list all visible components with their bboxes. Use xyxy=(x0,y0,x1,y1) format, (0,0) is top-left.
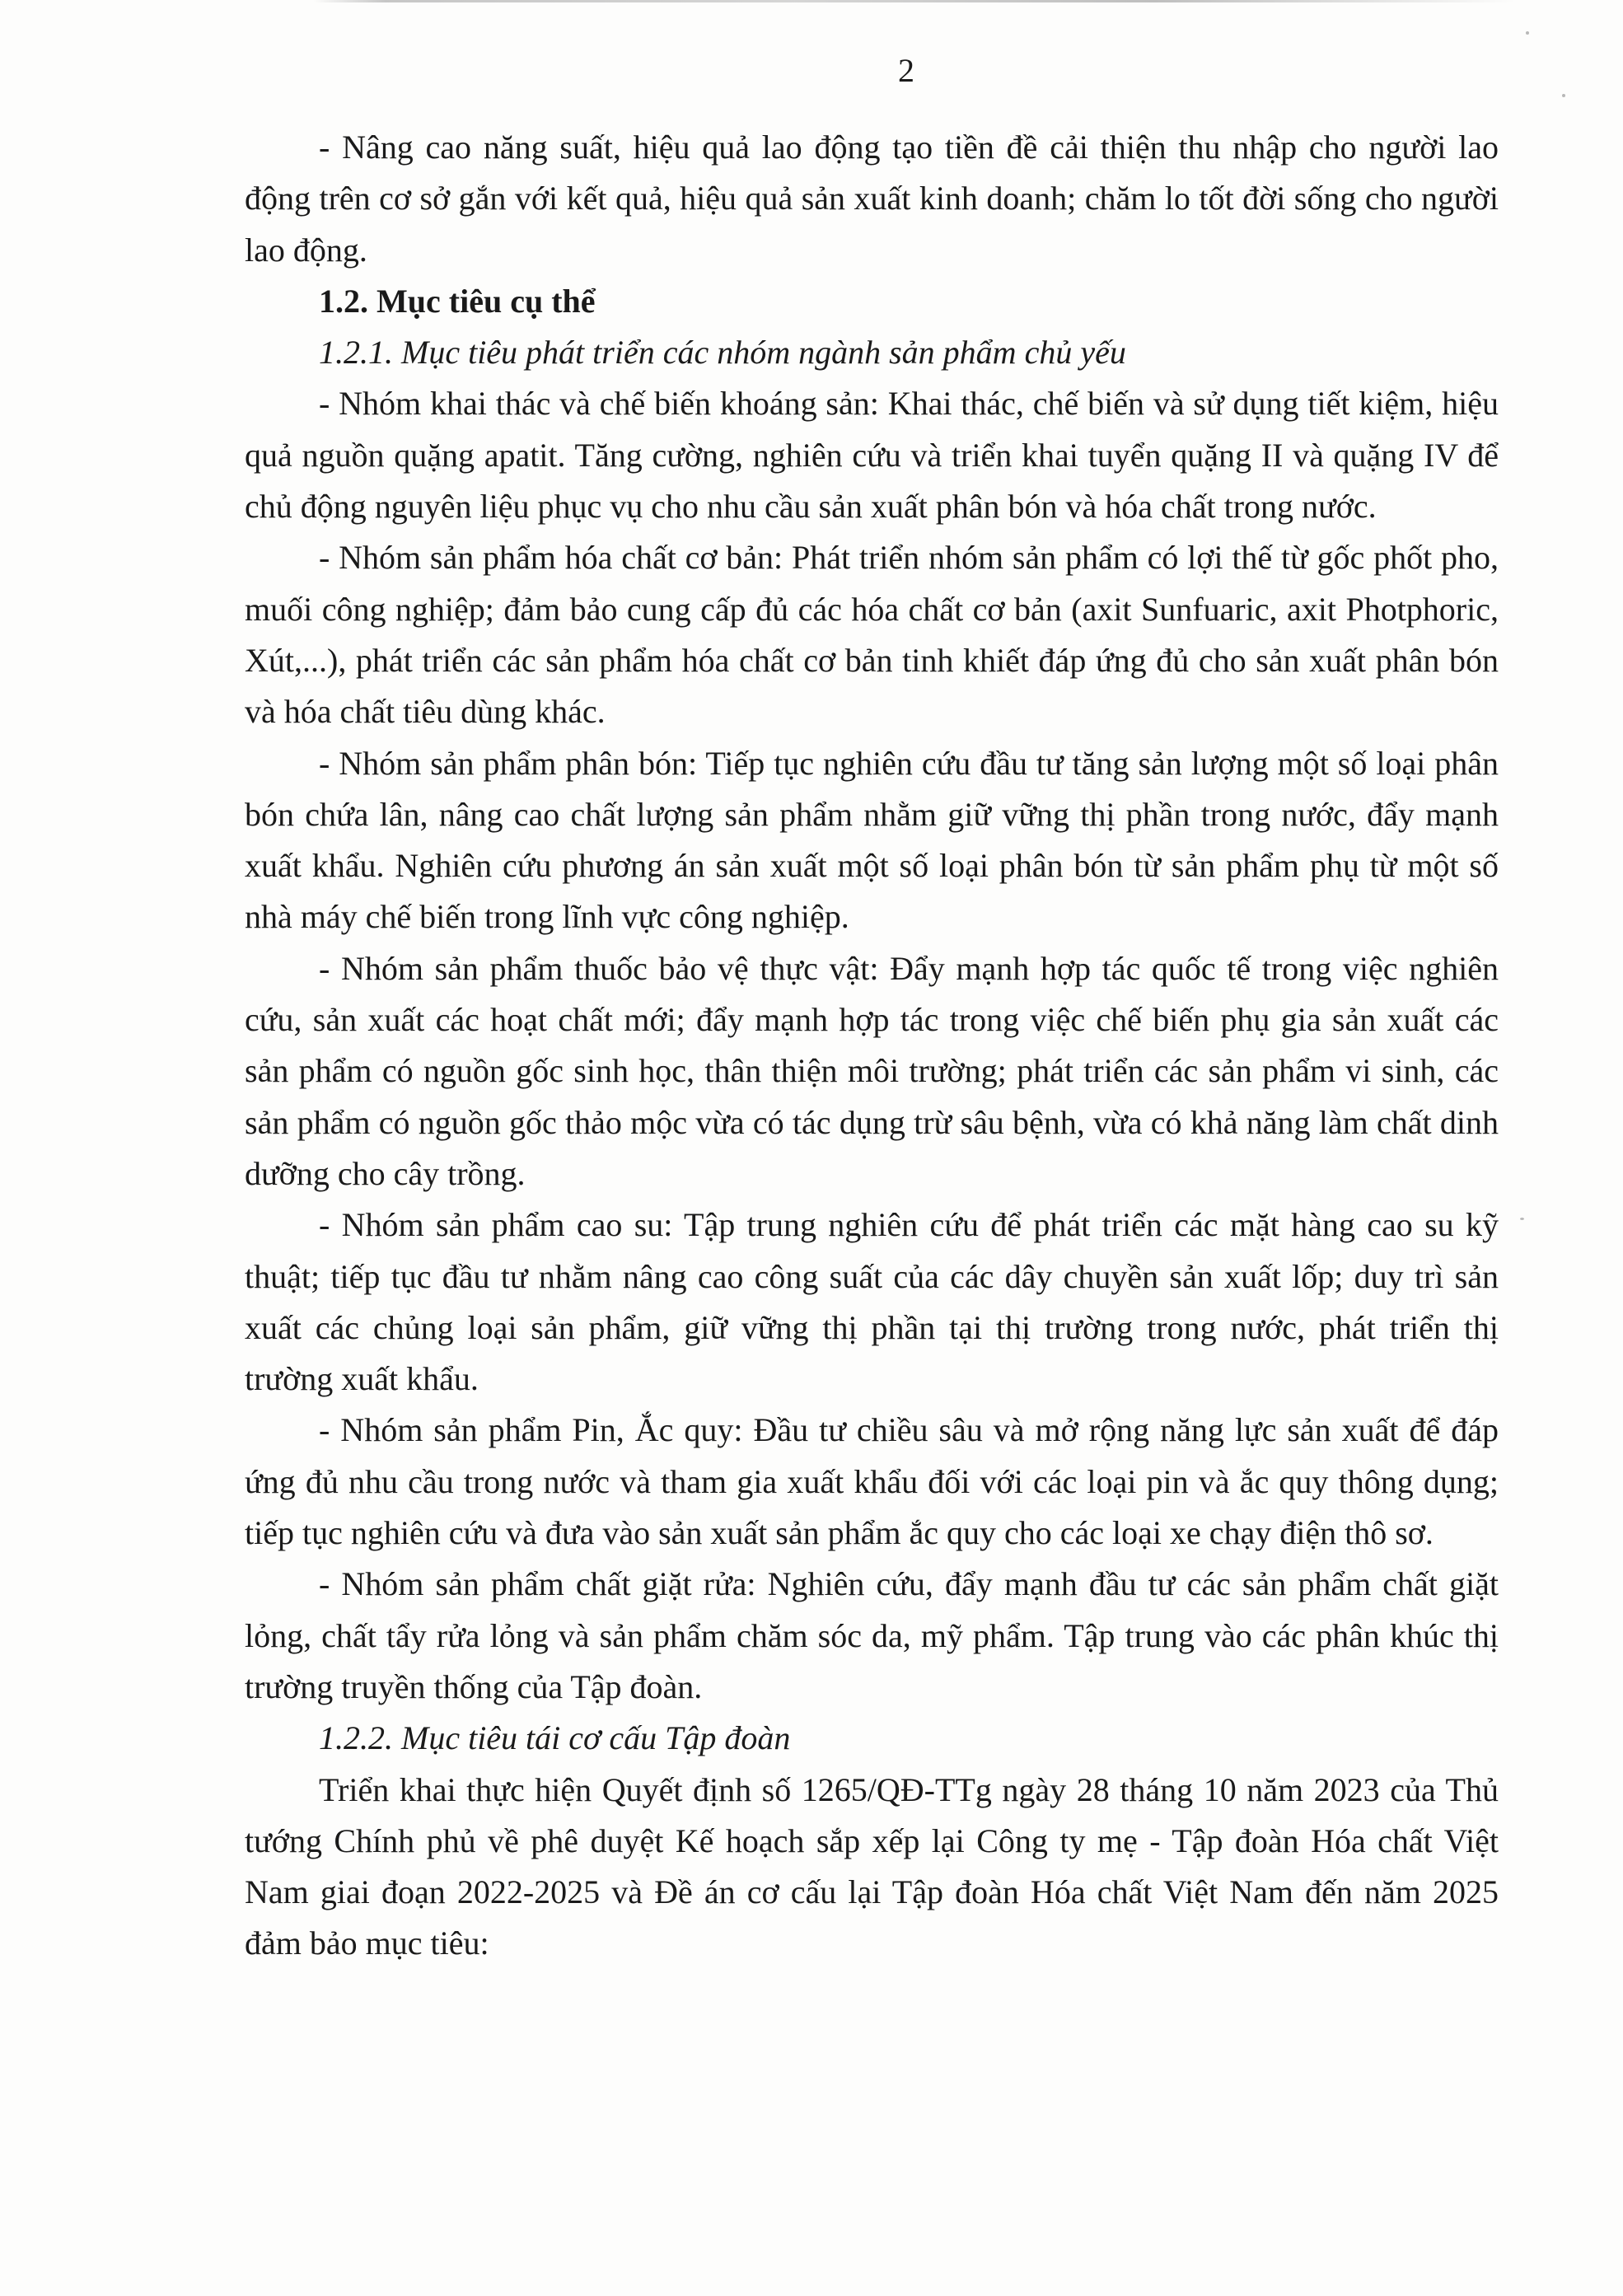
scan-speck xyxy=(1520,1218,1524,1220)
document-body xyxy=(245,122,1499,1970)
section-heading-specific-goals: 1.2. Mục tiêu cụ thể xyxy=(319,282,596,320)
paragraph-batteries: - Nhóm sản phẩm Pin, Ắc quy: Đầu tư chiều sâu và mở rộng năng lực sản xuất để đáp ứng đủ nhu cầu trong nước và tham gia xuất khẩu đối với các loại pin và ắc quy thông dụng; tiếp tục nghiên cứu và đưa vào sản xuất sản phẩm ắc quy cho các loại xe chạy điện thô sơ. xyxy=(245,1411,1499,1552)
paragraph-mining: - Nhóm khai thác và chế biến khoáng sản: Khai thác, chế biến và sử dụng tiết kiệm, hiệu quả nguồn quặng apatit. Tăng cường, nghiên cứu và triển khai tuyển quặng II và quặng IV để chủ động nguyên liệu phục vụ cho nhu cầu sản xuất phân bón và hóa chất trong nước. xyxy=(245,385,1499,526)
paragraph-pesticides: - Nhóm sản phẩm thuốc bảo vệ thực vật: Đẩy mạnh hợp tác quốc tế trong việc nghiên cứu, sản xuất các hoạt chất mới; đẩy mạnh hợp tác trong việc chế biến phụ gia sản xuất các sản phẩm có nguồn gốc sinh học, thân thiện môi trường; phát triển các sản phẩm vi sinh, các sản phẩm có nguồn gốc thảo mộc vừa có tác dụng trừ sâu bệnh, vừa có khả năng làm chất dinh dưỡng cho cây trồng. xyxy=(245,949,1499,1192)
subsection-heading-product-groups: 1.2.1. Mục tiêu phát triển các nhóm ngành sản phẩm chủ yếu xyxy=(319,334,1126,372)
paragraph-restructuring-decision: Triển khai thực hiện Quyết định số 1265/QĐ-TTg ngày 28 tháng 10 năm 2023 của Thủ tướng Chính phủ về phê duyệt Kế hoạch sắp xếp lại Công ty mẹ - Tập đoàn Hóa chất Việt Nam giai đoạn 2022-2025 và Đề án cơ cấu lại Tập đoàn Hóa chất Việt Nam đến năm 2025 đảm bảo mục tiêu: xyxy=(245,1770,1499,1962)
scan-top-edge xyxy=(313,0,1516,2)
paragraph-detergents: - Nhóm sản phẩm chất giặt rửa: Nghiên cứu, đẩy mạnh đầu tư các sản phẩm chất giặt lỏng, chất tẩy rửa lỏng và sản phẩm chăm sóc da, mỹ phẩm. Tập trung vào các phân khúc thị trường truyền thống của Tập đoàn. xyxy=(245,1565,1499,1705)
paragraph-labor-productivity: - Nâng cao năng suất, hiệu quả lao động tạo tiền đề cải thiện thu nhập cho người lao động trên cơ sở gắn với kết quả, hiệu quả sản xuất kinh doanh; chăm lo tốt đời sống cho người lao động. xyxy=(245,129,1499,269)
scan-speck xyxy=(1562,94,1565,97)
scan-speck xyxy=(1526,31,1529,35)
paragraph-fertilizer: - Nhóm sản phẩm phân bón: Tiếp tục nghiên cứu đầu tư tăng sản lượng một số loại phân bón chứa lân, nâng cao chất lượng sản phẩm nhằm giữ vững thị phần trong nước, đẩy mạnh xuất khẩu. Nghiên cứu phương án sản xuất một số loại phân bón từ sản phẩm phụ từ một số nhà máy chế biến trong lĩnh vực công nghiệp. xyxy=(245,744,1499,936)
subsection-heading-restructuring: 1.2.2. Mục tiêu tái cơ cấu Tập đoàn xyxy=(319,1719,791,1757)
paragraph-rubber: - Nhóm sản phẩm cao su: Tập trung nghiên cứu để phát triển các mặt hàng cao su kỹ thuật; tiếp tục đầu tư nhằm nâng cao công suất của các dây chuyền sản xuất lốp; duy trì sản xuất các chủng loại sản phẩm, giữ vững thị phần tại thị trường trong nước, phát triển thị trường xuất khẩu. xyxy=(245,1206,1499,1398)
paragraph-basic-chemicals: - Nhóm sản phẩm hóa chất cơ bản: Phát triển nhóm sản phẩm có lợi thế từ gốc phốt pho, muối công nghiệp; đảm bảo cung cấp đủ các hóa chất cơ bản (axit Sunfuaric, axit Photphoric, Xút,...), phát triển các sản phẩm hóa chất cơ bản tinh khiết đáp ứng đủ cho sản xuất phân bón và hóa chất tiêu dùng khác. xyxy=(245,539,1499,731)
page-number: 2 xyxy=(898,52,914,89)
